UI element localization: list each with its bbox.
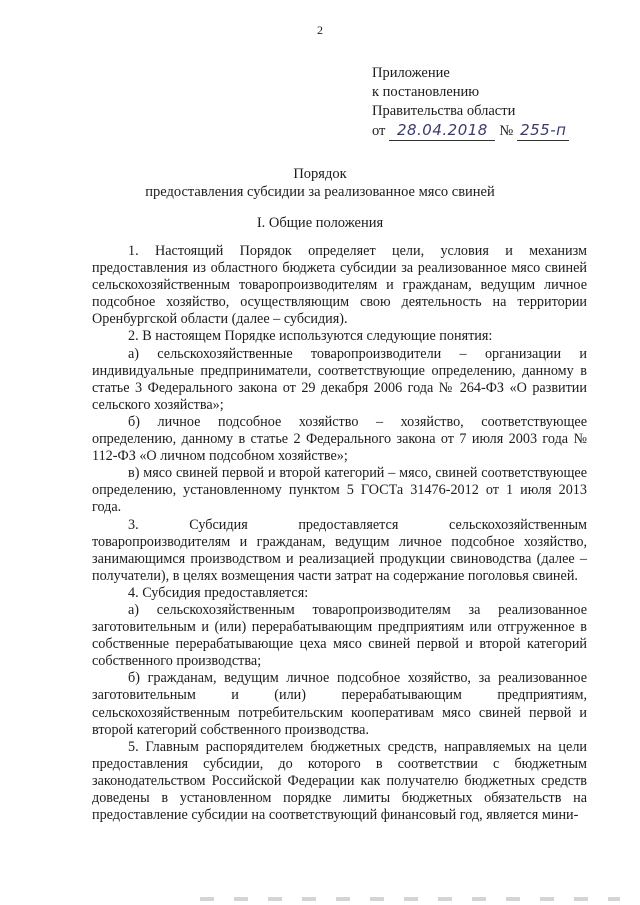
paragraph: б) гражданам, ведущим личное подсобное хозяйство, за реализованное заготовительным и (или) перерабатывающим предприятиям, сельскохозяйственным потребительским кооперативам мясо свиней первой и второй категорий собственного производства. bbox=[92, 670, 587, 738]
paragraph: 2. В настоящем Порядке используются следующие понятия: bbox=[128, 328, 493, 345]
section-title: I. Общие положения bbox=[256, 215, 384, 231]
annex-line-2: к постановлению bbox=[372, 84, 480, 100]
document-title bbox=[0, 165, 640, 201]
annex-line-1: Приложение bbox=[372, 65, 450, 81]
number-prefix: № bbox=[499, 123, 514, 139]
page-number: 2 bbox=[317, 23, 323, 37]
annex-date-line bbox=[372, 121, 622, 141]
handwritten-date: 28.04.2018 bbox=[389, 121, 495, 141]
annex-block bbox=[372, 64, 622, 141]
scan-artifact bbox=[200, 897, 620, 901]
paragraph: б) личное подсобное хозяйство – хозяйство, соответствующее определению, данному в статье 2 Федерального закона от 7 июля 2003 года № 112-ФЗ «О личном подсобном хозяйстве»; bbox=[92, 413, 587, 465]
title-line-2: предоставления субсидии за реализованное мясо свиней bbox=[145, 184, 495, 200]
paragraph: 5. Главным распорядителем бюджетных средств, направляемых на цели предоставления субсидии, до которого в соответствии с бюджетным законодательством Российской Федерации как получателю бюджетных средств доведены в установленном порядке лимиты бюджетных обязательств на предоставление субсидии на соответствующий финансовый год, является мини- bbox=[92, 738, 587, 824]
paragraph: в) мясо свиней первой и второй категорий – мясо, свиней соответствующее определению, установленному пунктом 5 ГОСТа 31476-2012 от 1 июля 2013 года. bbox=[92, 465, 587, 516]
paragraph: 3. Субсидия предоставляется сельскохозяйственным товаропроизводителям и гражданам, ведущим личное подсобное хозяйство, занимающимся производством и реализацией продукции свиноводства (далее – получатели), в целях возмещения части затрат на содержание поголовья свиней. bbox=[92, 516, 587, 584]
paragraph: а) сельскохозяйственные товаропроизводители – организации и индивидуальные предприниматели, соответствующие определению, данному в статье 3 Федерального закона от 29 декабря 2006 года № 264-ФЗ «О развитии сельского хозяйства»; bbox=[92, 345, 587, 413]
handwritten-number: 255-п bbox=[517, 121, 569, 141]
title-line-1: Порядок bbox=[293, 166, 347, 182]
paragraph: 4. Субсидия предоставляется: bbox=[128, 584, 309, 601]
paragraph: 1. Настоящий Порядок определяет цели, условия и механизм предоставления из областного бюджета субсидии за реализованное мясо свиней сельскохозяйственным товаропроизводителям и гражданам, ведущим личное подсобное хозяйство, осуществляющим свою деятельность на территории Оренбургской области (далее – субсидия). bbox=[92, 243, 587, 328]
paragraph: а) сельскохозяйственным товаропроизводителям за реализованное заготовительным и (или) перерабатывающим предприятиям или отгруженное в собственные перерабатывающие цеха мясо свиней первой и второй категорий собственного производства; bbox=[92, 601, 587, 670]
annex-line-3: Правительства области bbox=[372, 103, 516, 119]
body-text bbox=[92, 243, 587, 824]
from-prefix: от bbox=[372, 123, 386, 139]
